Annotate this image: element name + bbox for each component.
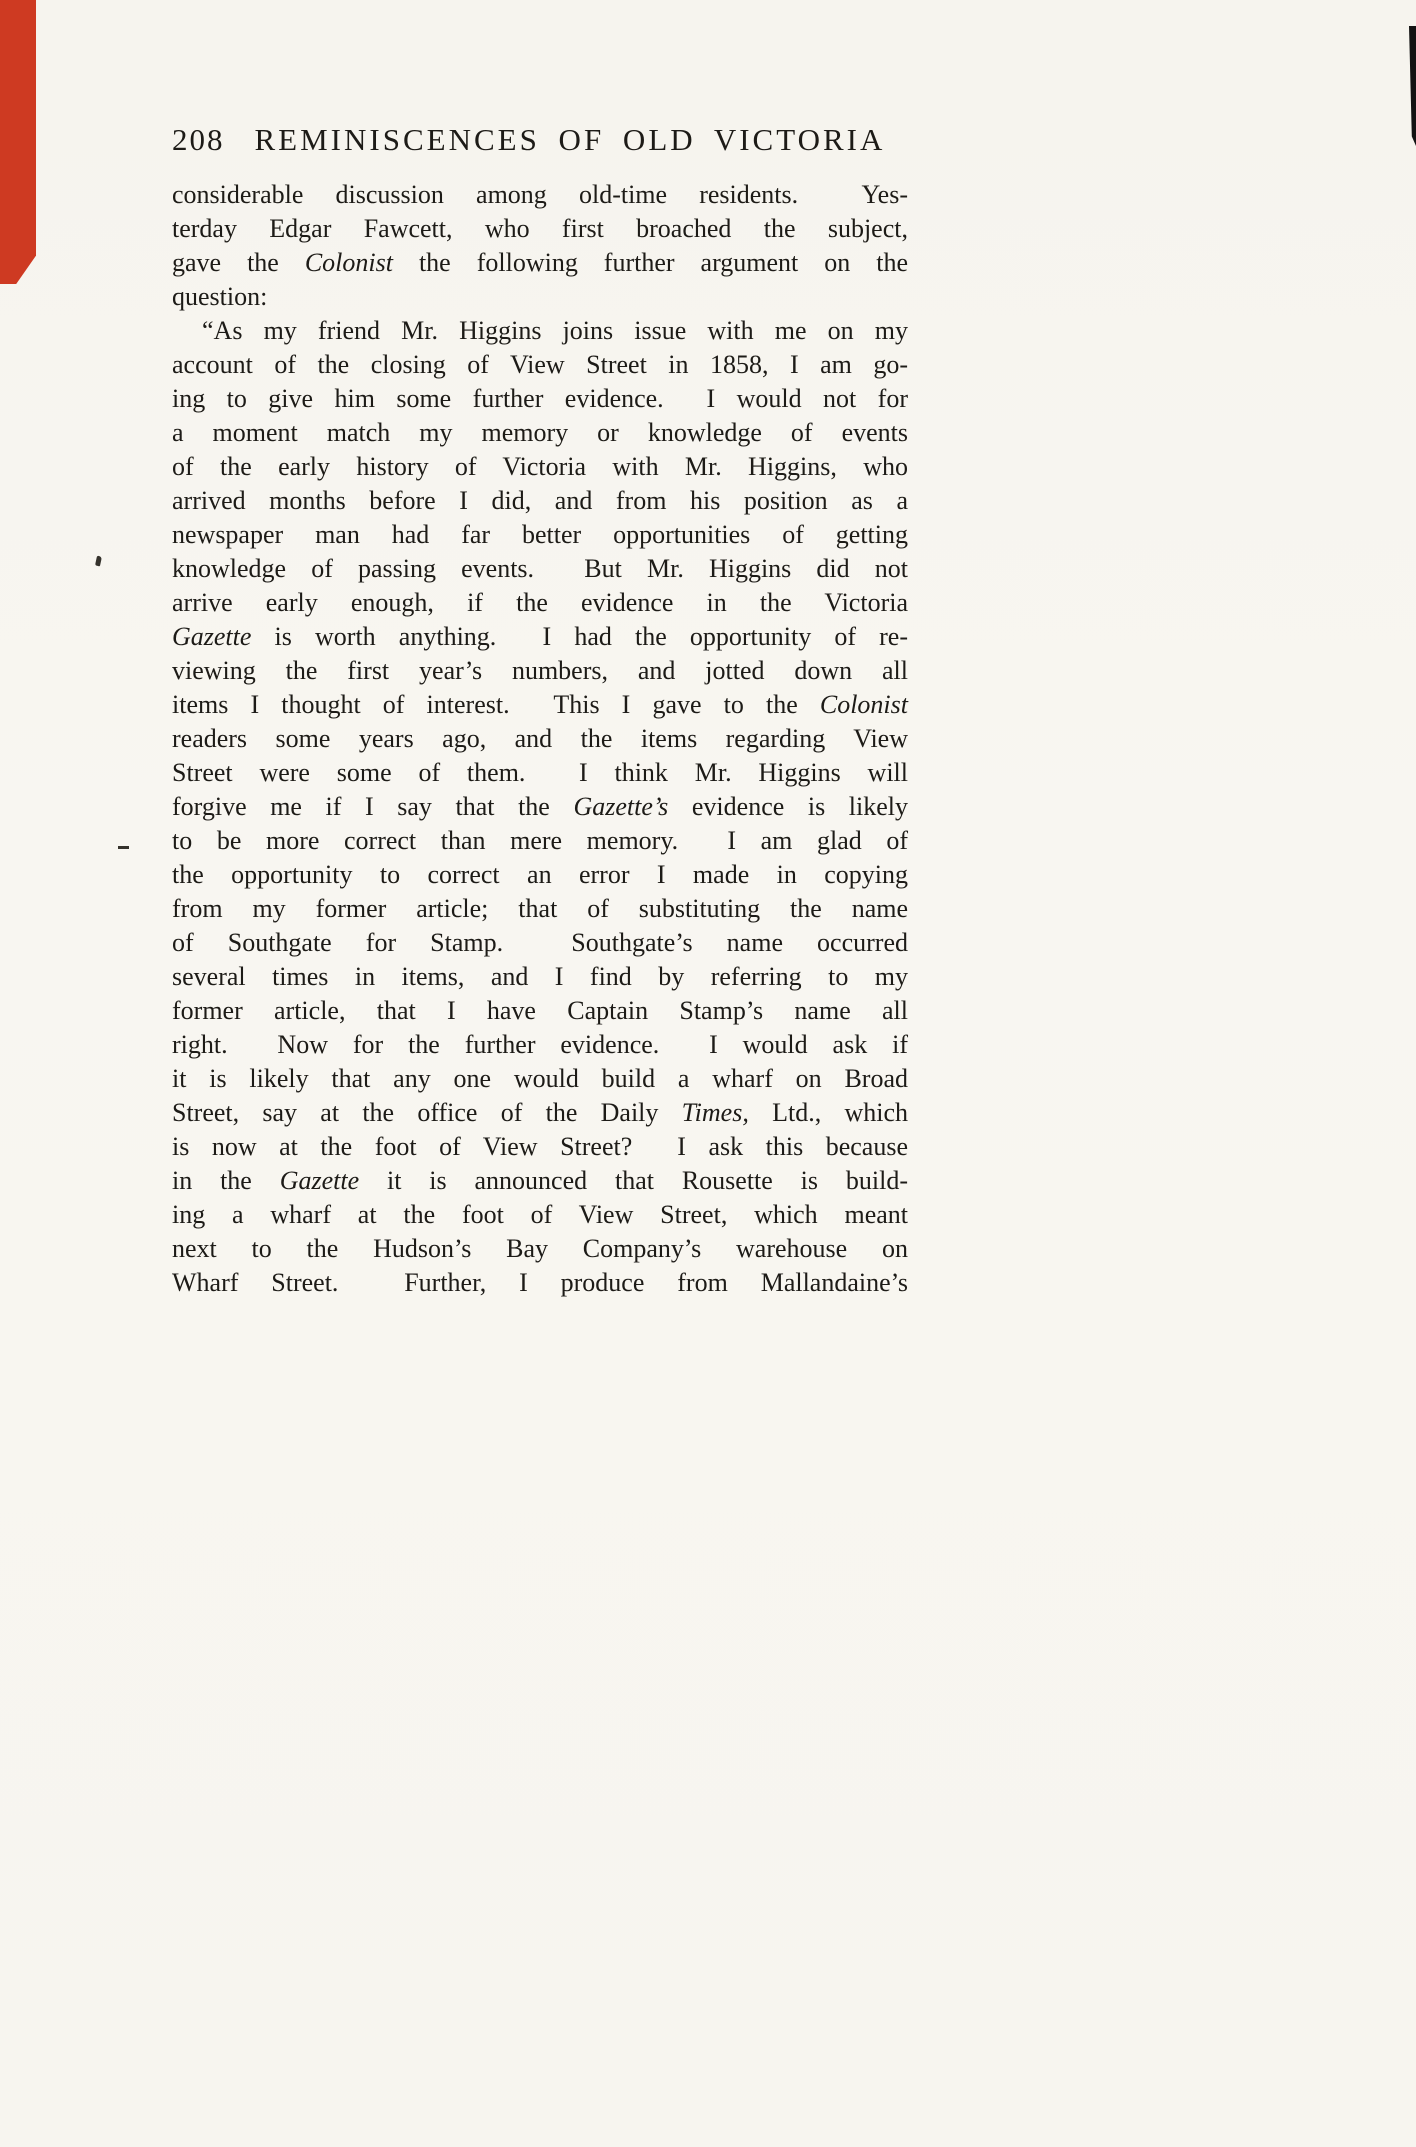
text-line xyxy=(172,654,908,688)
text-segment: Street, say at the office of the Daily xyxy=(172,1098,682,1127)
running-title: REMINISCENCES OF OLD VICTORIA xyxy=(254,122,886,157)
text-line xyxy=(172,688,908,722)
text-segment: of Southgate for Stamp. Southgate’s name occurred xyxy=(172,928,908,957)
black-edge-artifact xyxy=(1409,26,1416,146)
text-line xyxy=(172,994,908,1028)
text-line xyxy=(172,416,908,450)
text-segment: readers some years ago, and the items regarding View xyxy=(172,724,908,753)
text-line xyxy=(172,518,908,552)
italic-text: Colonist xyxy=(819,690,908,719)
text-line xyxy=(172,1232,908,1266)
text-segment: Street were some of them. I think Mr. Higgins will xyxy=(172,758,908,787)
text-line xyxy=(172,892,908,926)
text-line xyxy=(172,178,908,212)
text-line xyxy=(172,960,908,994)
text-segment: in the xyxy=(172,1166,280,1195)
text-segment: from my former article; that of substituting the name xyxy=(172,894,908,923)
text-segment: is now at the foot of View Street? I ask this because xyxy=(172,1132,908,1161)
text-segment: question: xyxy=(172,282,268,311)
text-line xyxy=(172,1028,908,1062)
italic-text: Gazette’s xyxy=(573,792,669,821)
text-line xyxy=(172,552,908,586)
text-segment: a moment match my memory or knowledge of events xyxy=(172,418,908,447)
italic-text: Colonist xyxy=(304,248,393,277)
italic-text: Gazette xyxy=(172,622,252,651)
text-segment: account of the closing of View Street in 1858, I am go- xyxy=(172,350,908,379)
page-header xyxy=(172,122,932,158)
text-line xyxy=(172,858,908,892)
text-segment: the following further argument on the xyxy=(392,248,908,277)
text-segment: of the early history of Victoria with Mr. Higgins, who xyxy=(172,452,908,481)
text-segment: it is likely that any one would build a wharf on Broad xyxy=(172,1064,908,1093)
text-segment: it is announced that Rousette is build- xyxy=(359,1166,908,1195)
text-line xyxy=(172,586,908,620)
text-segment: several times in items, and I find by referring to my xyxy=(172,962,908,991)
text-line xyxy=(172,280,908,314)
red-scan-artifact xyxy=(0,0,36,284)
text-line xyxy=(172,1198,908,1232)
text-line xyxy=(172,824,908,858)
text-line xyxy=(172,790,908,824)
text-line xyxy=(172,314,908,348)
text-line xyxy=(172,484,908,518)
text-line xyxy=(172,1164,908,1198)
text-segment: considerable discussion among old-time residents. Yes- xyxy=(172,180,908,209)
text-segment: arrive early enough, if the evidence in the Victoria xyxy=(172,588,908,617)
text-segment: right. Now for the further evidence. I would ask if xyxy=(172,1030,908,1059)
text-line xyxy=(172,620,908,654)
italic-text: Times, xyxy=(681,1098,749,1127)
text-line xyxy=(172,1130,908,1164)
text-line xyxy=(172,1062,908,1096)
text-line xyxy=(172,1096,908,1130)
text-segment: terday Edgar Fawcett, who first broached the subject, xyxy=(172,214,908,243)
text-segment: the opportunity to correct an error I made in copying xyxy=(172,860,908,889)
italic-text: Gazette xyxy=(279,1166,360,1195)
text-line xyxy=(172,722,908,756)
text-segment: evidence is likely xyxy=(668,792,908,821)
text-segment: knowledge of passing events. But Mr. Higgins did not xyxy=(172,554,908,583)
text-line xyxy=(172,212,908,246)
text-line xyxy=(172,382,908,416)
scan-speck xyxy=(95,556,102,567)
text-segment: arrived months before I did, and from his position as a xyxy=(172,486,908,515)
page-body xyxy=(172,178,908,1300)
text-segment: Ltd., which xyxy=(748,1098,908,1127)
text-segment: newspaper man had far better opportunities of getting xyxy=(172,520,908,549)
page-number: 208 xyxy=(172,122,225,157)
text-segment: to be more correct than mere memory. I am glad of xyxy=(172,826,908,855)
text-segment: items I thought of interest. This I gave to the xyxy=(172,690,820,719)
text-line xyxy=(172,756,908,790)
text-segment: Wharf Street. Further, I produce from Mallandaine’s xyxy=(172,1268,908,1297)
text-segment: gave the xyxy=(172,248,305,277)
text-segment: viewing the first year’s numbers, and jotted down all xyxy=(172,656,908,685)
text-segment: ing to give him some further evidence. I would not for xyxy=(172,384,908,413)
text-line xyxy=(172,450,908,484)
text-segment: is worth anything. I had the opportunity of re- xyxy=(251,622,908,651)
text-segment: ing a wharf at the foot of View Street, which meant xyxy=(172,1200,908,1229)
text-segment: forgive me if I say that the xyxy=(172,792,574,821)
text-line xyxy=(172,1266,908,1300)
scan-speck xyxy=(118,846,129,849)
text-line xyxy=(172,348,908,382)
text-line xyxy=(172,246,908,280)
text-line xyxy=(172,926,908,960)
text-segment: next to the Hudson’s Bay Company’s warehouse on xyxy=(172,1234,908,1263)
text-segment: “As my friend Mr. Higgins joins issue with me on my xyxy=(202,316,908,345)
text-segment: former article, that I have Captain Stamp’s name all xyxy=(172,996,908,1025)
